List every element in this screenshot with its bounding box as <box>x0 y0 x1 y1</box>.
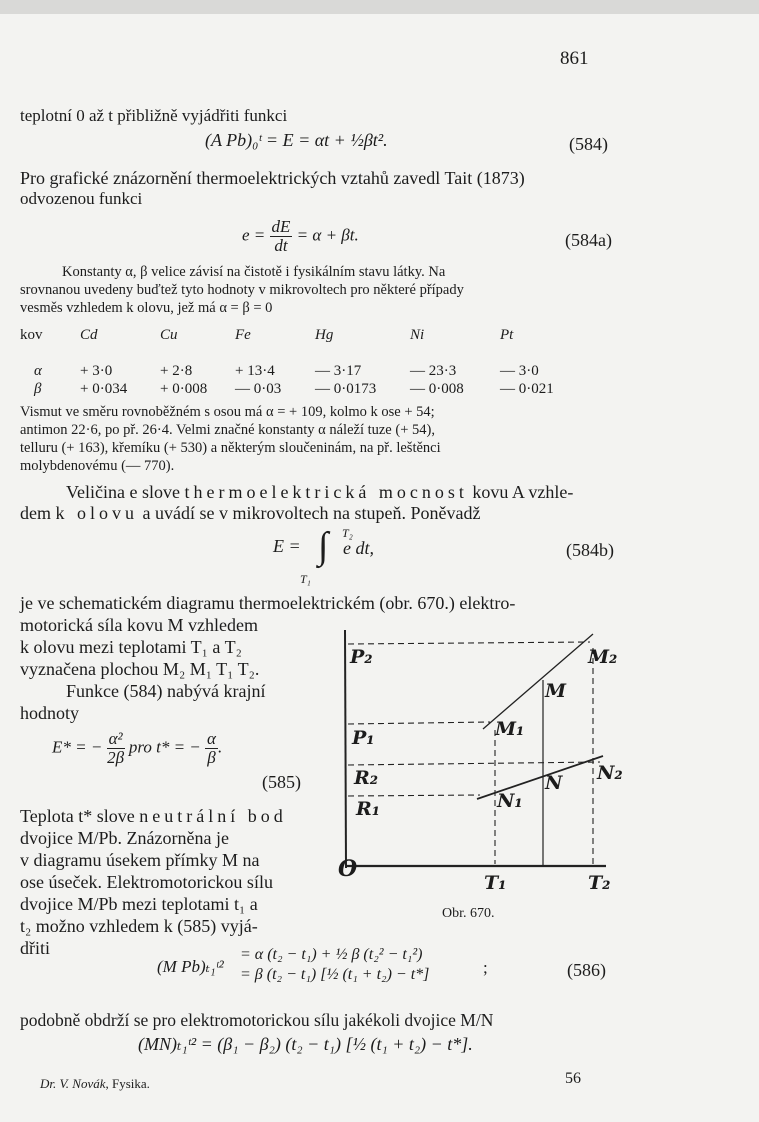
label-M2: M₂ <box>588 646 618 668</box>
numerator: α² <box>108 729 123 748</box>
text-line: dvojice M/Pb. Znázorněna je <box>20 828 229 848</box>
dashed-guide-R2 <box>348 762 600 765</box>
table-cell: — 0·008 <box>410 380 464 397</box>
integrand: e dt, <box>343 538 374 558</box>
text-line: je ve schematickém diagramu thermoelektrickém (obr. 670.) elektro- <box>20 593 516 613</box>
text-line: Pro grafické znázornění thermoelektrických vztahů zavedl Tait (1873) <box>20 168 525 188</box>
table-header: Fe <box>235 326 251 343</box>
emphasized-term: neutrální bod <box>139 806 287 826</box>
label-N1: N₁ <box>497 790 523 812</box>
label-R2: R₂ <box>354 767 379 789</box>
equation-586-row1: = α (t₂ − t₁) + ½ β (t₂² − t₁²) <box>240 946 423 963</box>
table-cell: — 0·03 <box>235 380 282 397</box>
text-line: t₂ možno vzhledem k (585) vyjá- <box>20 916 258 936</box>
eq-lhs: E* = − <box>52 737 103 757</box>
equation-number: (586) <box>567 960 606 980</box>
label-M: M <box>545 680 567 702</box>
text-line: v diagramu úsekem přímky M na <box>20 850 260 870</box>
dashed-guide-P2 <box>348 642 590 644</box>
table-cell: — 0·021 <box>500 380 554 397</box>
eq-end: . <box>217 737 223 757</box>
equation-584b: E = <box>273 536 301 556</box>
table-header: Pt <box>500 326 514 343</box>
text-line: teplotní 0 až t přibližně vyjádřiti funkci <box>20 106 288 125</box>
table-header: Cd <box>80 326 98 343</box>
table-cell: — 3·17 <box>315 362 362 379</box>
page-number: 861 <box>560 48 589 69</box>
equation-semicolon: ; <box>483 958 488 977</box>
integral-sign: ∫ <box>318 525 329 567</box>
equation-584: (A Pb)₀ᵗ = E = αt + ½βt². <box>205 130 388 150</box>
table-header: kov <box>20 326 43 343</box>
text-span: a uvádí se v mikrovoltech na stupeň. Poněvadž <box>138 503 481 523</box>
table-cell: + 2·8 <box>160 362 193 379</box>
numerator: dE <box>271 217 291 236</box>
figure-caption: Obr. 670. <box>442 906 495 921</box>
equation-number: (584a) <box>565 230 612 250</box>
dashed-guide-P1 <box>348 722 490 724</box>
text-line: Vismut ve směru rovnoběžném s osou má α = + 109, kolmo k ose + 54; <box>20 404 435 420</box>
table-cell: — 23·3 <box>410 362 457 379</box>
equation-number: (584b) <box>566 540 614 560</box>
text-line: srovnanou uvedeny buďtež tyto hodnoty v mikrovoltech pro některé případy <box>20 282 464 298</box>
label-origin: O <box>338 856 358 882</box>
footer-author <box>40 1076 150 1092</box>
equation-number: (585) <box>262 772 301 792</box>
text-line: molybdenovému (— 770). <box>20 458 175 474</box>
eq-lhs: e = <box>242 225 266 245</box>
emphasized-term: thermoelektrická mocnost <box>184 482 468 502</box>
equation-586-lhs: (M Pb)ₜ₁ᵗ² <box>157 957 224 976</box>
text-line: vyznačena plochou M₂ M₁ T₁ T₂. <box>20 659 260 679</box>
equation-587: (MN)ₜ₁ᵗ² = (β₁ − β₂) (t₂ − t₁) [½ (t₁ + t₂) − t*]. <box>138 1034 473 1054</box>
denominator: dt <box>274 236 288 255</box>
equation-number: (584) <box>569 134 608 154</box>
emphasized-term: k olovu <box>55 503 139 523</box>
signature-mark: 56 <box>565 1070 581 1087</box>
table-cell: — 0·0173 <box>315 380 377 397</box>
text-span: Veličina e slove <box>66 482 185 502</box>
text-line: odvozenou funkci <box>20 189 143 208</box>
table-cell: β <box>34 380 42 397</box>
denominator: 2β <box>107 748 125 767</box>
text-line: dvojice M/Pb mezi teplotami t₁ a <box>20 894 258 914</box>
label-T2: T₂ <box>588 872 611 894</box>
text-line: podobně obdrží se pro elektromotorickou sílu jakékoli dvojice M/N <box>20 1010 494 1030</box>
eq-mid: pro t* = − <box>128 737 201 757</box>
text-line: Funkce (584) nabývá krajní <box>66 681 266 701</box>
label-T1: T₁ <box>484 872 507 894</box>
table-cell: + 3·0 <box>80 362 113 379</box>
integral-upper: T₂ <box>342 526 353 540</box>
text-line: ose úseček. Elektromotorickou sílu <box>20 872 273 892</box>
eq-rhs: = α + βt. <box>296 225 359 245</box>
table-header: Cu <box>160 326 178 343</box>
line-M <box>483 634 593 729</box>
text-span: kovu A vzhle- <box>467 482 574 502</box>
table-cell: + 13·4 <box>235 362 275 379</box>
text-span: Teplota t* slove <box>20 806 140 826</box>
text-line: hodnoty <box>20 703 80 723</box>
table-cell: α <box>34 362 42 379</box>
integral-lower: T₁ <box>300 572 311 586</box>
text-line: vesměs vzhledem k olovu, jež má α = β = 0 <box>20 300 273 316</box>
label-P2: P₂ <box>350 646 373 668</box>
equation-586-row2: = β (t₂ − t₁) [½ (t₁ + t₂) − t*] <box>240 966 430 983</box>
text-span: dem <box>20 503 56 523</box>
numerator: α <box>207 729 216 748</box>
label-M1: M₁ <box>495 718 525 740</box>
denominator: β <box>207 748 216 767</box>
label-P1: P₁ <box>352 727 375 749</box>
label-R1: R₁ <box>356 798 381 820</box>
y-axis <box>345 630 346 868</box>
table-cell: — 3·0 <box>500 362 539 379</box>
table-header: Hg <box>315 326 334 343</box>
table-cell: + 0·008 <box>160 380 208 397</box>
author-name: Dr. V. Novák <box>40 1076 106 1091</box>
table-cell: + 0·034 <box>80 380 128 397</box>
table-header: Ni <box>410 326 425 343</box>
text-line: k olovu mezi teplotami T₁ a T₂ <box>20 637 242 657</box>
text-line: motorická síla kovu M vzhledem <box>20 615 258 635</box>
dashed-guide-R1 <box>348 795 480 796</box>
label-N: N <box>545 772 563 794</box>
book-title: , Fysika. <box>105 1076 150 1091</box>
text-line: telluru (+ 163), křemíku (+ 530) a některým sloučeninám, na př. leštěnci <box>20 440 441 456</box>
label-N2: N₂ <box>597 762 623 784</box>
text-line: Konstanty α, β velice závisí na čistotě i fysikálním stavu látky. Na <box>62 264 446 280</box>
text-line: antimon 22·6, po př. 26·4. Velmi značné konstanty α náleží tuze (+ 54), <box>20 422 435 438</box>
text-line: dřiti <box>20 938 50 958</box>
